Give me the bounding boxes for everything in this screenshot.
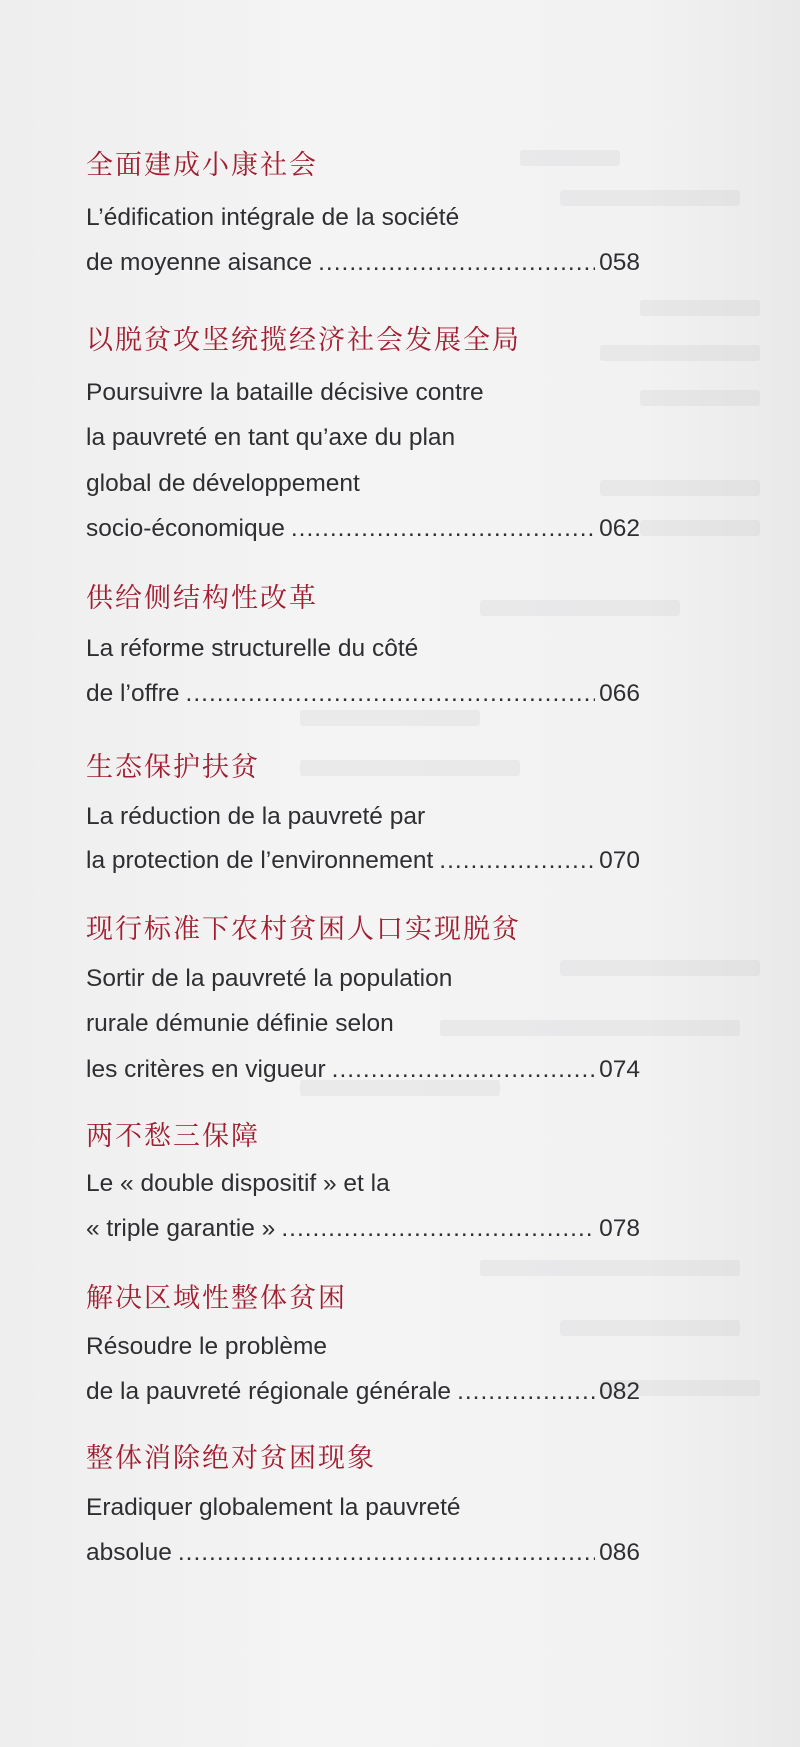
entry-last-line: [86, 1214, 640, 1244]
entry-french-line: la pauvreté en tant qu’axe du plan: [86, 424, 456, 451]
page-number: 058: [599, 249, 640, 276]
entry-chinese-title: 生态保护扶贫: [86, 752, 260, 783]
dot-leader: [332, 1055, 595, 1085]
entry-chinese-title: 整体消除绝对贫困现象: [86, 1443, 376, 1474]
page-number: 062: [599, 515, 640, 542]
entry-chinese-title: 以脱贫攻坚统揽经济社会发展全局: [86, 325, 521, 356]
entry-last-line: [86, 846, 640, 876]
entry-french-line: la protection de l’environnement: [86, 847, 434, 874]
entry-last-line: [86, 679, 640, 709]
entry-last-line: [86, 514, 640, 544]
dot-leader: [186, 679, 596, 709]
dot-leader: [291, 514, 595, 544]
entry-chinese-title: 解决区域性整体贫困: [86, 1283, 347, 1314]
entry-chinese-title: 现行标准下农村贫困人口实现脱贫: [86, 914, 521, 945]
dot-leader: [178, 1538, 595, 1568]
entry-chinese-title: 两不愁三保障: [86, 1121, 260, 1152]
page-number: 074: [599, 1056, 640, 1083]
entry-french-line: La réforme structurelle du côté: [86, 635, 419, 662]
page-number: 066: [599, 680, 640, 707]
entry-last-line: [86, 1055, 640, 1085]
entry-last-line: [86, 1538, 640, 1568]
dot-leader: [318, 248, 595, 278]
entry-french-line: socio-économique: [86, 515, 285, 542]
page-number: 070: [599, 847, 640, 874]
entry-french-line: Le « double dispositif » et la: [86, 1170, 390, 1197]
entry-french-line: Sortir de la pauvreté la population: [86, 965, 453, 992]
entry-french-line: Eradiquer globalement la pauvreté: [86, 1494, 461, 1521]
entry-french-line: L’édification intégrale de la société: [86, 204, 460, 231]
page-number: 082: [599, 1378, 640, 1405]
dot-leader: [439, 846, 595, 876]
entry-french-line: Poursuivre la bataille décisive contre: [86, 379, 484, 406]
entry-french-line: absolue: [86, 1539, 172, 1566]
entry-last-line: [86, 1377, 640, 1407]
entry-french-line: « triple garantie »: [86, 1215, 276, 1242]
page-number: 086: [599, 1539, 640, 1566]
entry-french-line: La réduction de la pauvreté par: [86, 803, 426, 830]
entry-last-line: [86, 248, 640, 278]
entry-french-line: Résoudre le problème: [86, 1333, 328, 1360]
entry-french-line: les critères en vigueur: [86, 1056, 326, 1083]
entry-french-line: de l’offre: [86, 680, 180, 707]
entry-french-line: global de développement: [86, 470, 360, 497]
entry-french-line: rurale démunie définie selon: [86, 1010, 394, 1037]
entry-chinese-title: 供给侧结构性改革: [86, 583, 318, 614]
dot-leader: [281, 1214, 595, 1244]
entry-french-line: de la pauvreté régionale générale: [86, 1378, 452, 1405]
page-number: 078: [599, 1215, 640, 1242]
entry-chinese-title: 全面建成小康社会: [86, 150, 318, 181]
entry-french-line: de moyenne aisance: [86, 249, 313, 276]
dot-leader: [457, 1377, 595, 1407]
